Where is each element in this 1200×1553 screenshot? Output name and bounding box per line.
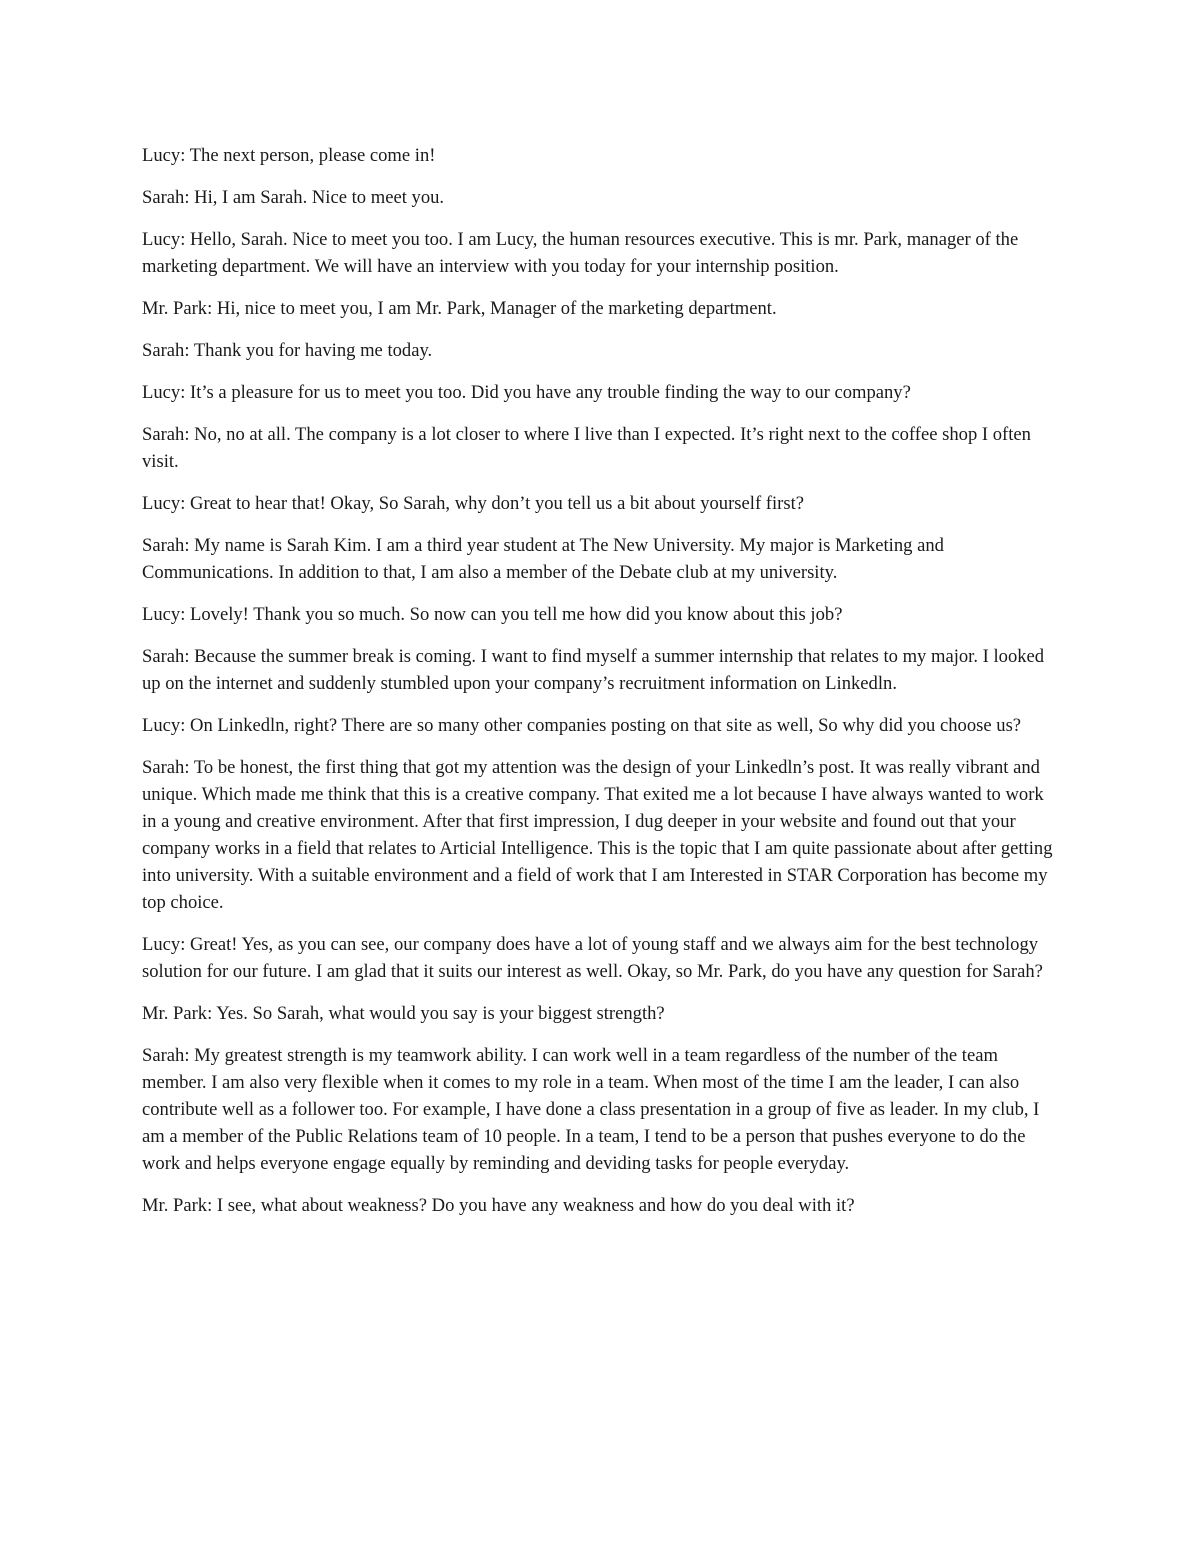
dialogue-line: Sarah: Because the summer break is coming. I want to find myself a summer internship that relates to my major. I looked up on the internet and suddenly stumbled upon your company’s recruitment information on Linkedln. bbox=[142, 646, 1045, 694]
dialogue-line: Lucy: Great to hear that! Okay, So Sarah, why don’t you tell us a bit about yourself first? bbox=[142, 493, 804, 514]
dialogue-line: Lucy: On Linkedln, right? There are so many other companies posting on that site as well, So why did you choose us? bbox=[142, 715, 1022, 736]
dialogue-line: Lucy: The next person, please come in! bbox=[142, 145, 436, 166]
dialogue-line: Sarah: My name is Sarah Kim. I am a third year student at The New University. My major is Marketing and Communications. In addition to that, I am also a member of the Debate club at my university. bbox=[142, 535, 944, 583]
dialogue-line: Sarah: Thank you for having me today. bbox=[142, 340, 433, 361]
dialogue-line: Sarah: No, no at all. The company is a lot closer to where I live than I expected. It’s right next to the coffee shop I often visit. bbox=[142, 424, 1031, 472]
dialogue-line: Mr. Park: I see, what about weakness? Do you have any weakness and how do you deal with it? bbox=[142, 1195, 855, 1216]
dialogue-line: Lucy: Lovely! Thank you so much. So now can you tell me how did you know about this job? bbox=[142, 604, 843, 625]
dialogue-line: Lucy: Great! Yes, as you can see, our company does have a lot of young staff and we always aim for the best technology solution for our future. I am glad that it suits our interest as well. Okay, so Mr. Park, do you have any question for Sarah? bbox=[142, 934, 1043, 982]
dialogue-line: Sarah: To be honest, the first thing that got my attention was the design of your Linkedln’s post. It was really vibrant and unique. Which made me think that this is a creative company. That exited me a lot because I have always wanted to work in a young and creative environment. After that first impression, I dug deeper in your website and found out that your company works in a field that relates to Articial Intelligence. This is the topic that I am quite passionate about after getting into university. With a suitable environment and a field of work that I am Interested in STAR Corporation has become my top choice. bbox=[142, 757, 1053, 913]
dialogue-line: Mr. Park: Hi, nice to meet you, I am Mr. Park, Manager of the marketing department. bbox=[142, 298, 777, 319]
dialogue-line: Lucy: It’s a pleasure for us to meet you too. Did you have any trouble finding the way to our company? bbox=[142, 382, 911, 403]
dialogue-line: Sarah: Hi, I am Sarah. Nice to meet you. bbox=[142, 187, 445, 208]
dialogue-line: Sarah: My greatest strength is my teamwork ability. I can work well in a team regardless of the number of the team member. I am also very flexible when it comes to my role in a team. When most of the time I am the leader, I can also contribute well as a follower too. For example, I have done a class presentation in a group of five as leader. In my club, I am a member of the Public Relations team of 10 people. In a team, I tend to be a person that pushes everyone to do the work and helps everyone engage equally by reminding and deviding tasks for people everyday. bbox=[142, 1045, 1040, 1174]
dialogue-line: Mr. Park: Yes. So Sarah, what would you say is your biggest strength? bbox=[142, 1003, 665, 1024]
dialogue-line: Lucy: Hello, Sarah. Nice to meet you too. I am Lucy, the human resources executive. This is mr. Park, manager of the marketing department. We will have an interview with you today for your internship position. bbox=[142, 229, 1019, 277]
